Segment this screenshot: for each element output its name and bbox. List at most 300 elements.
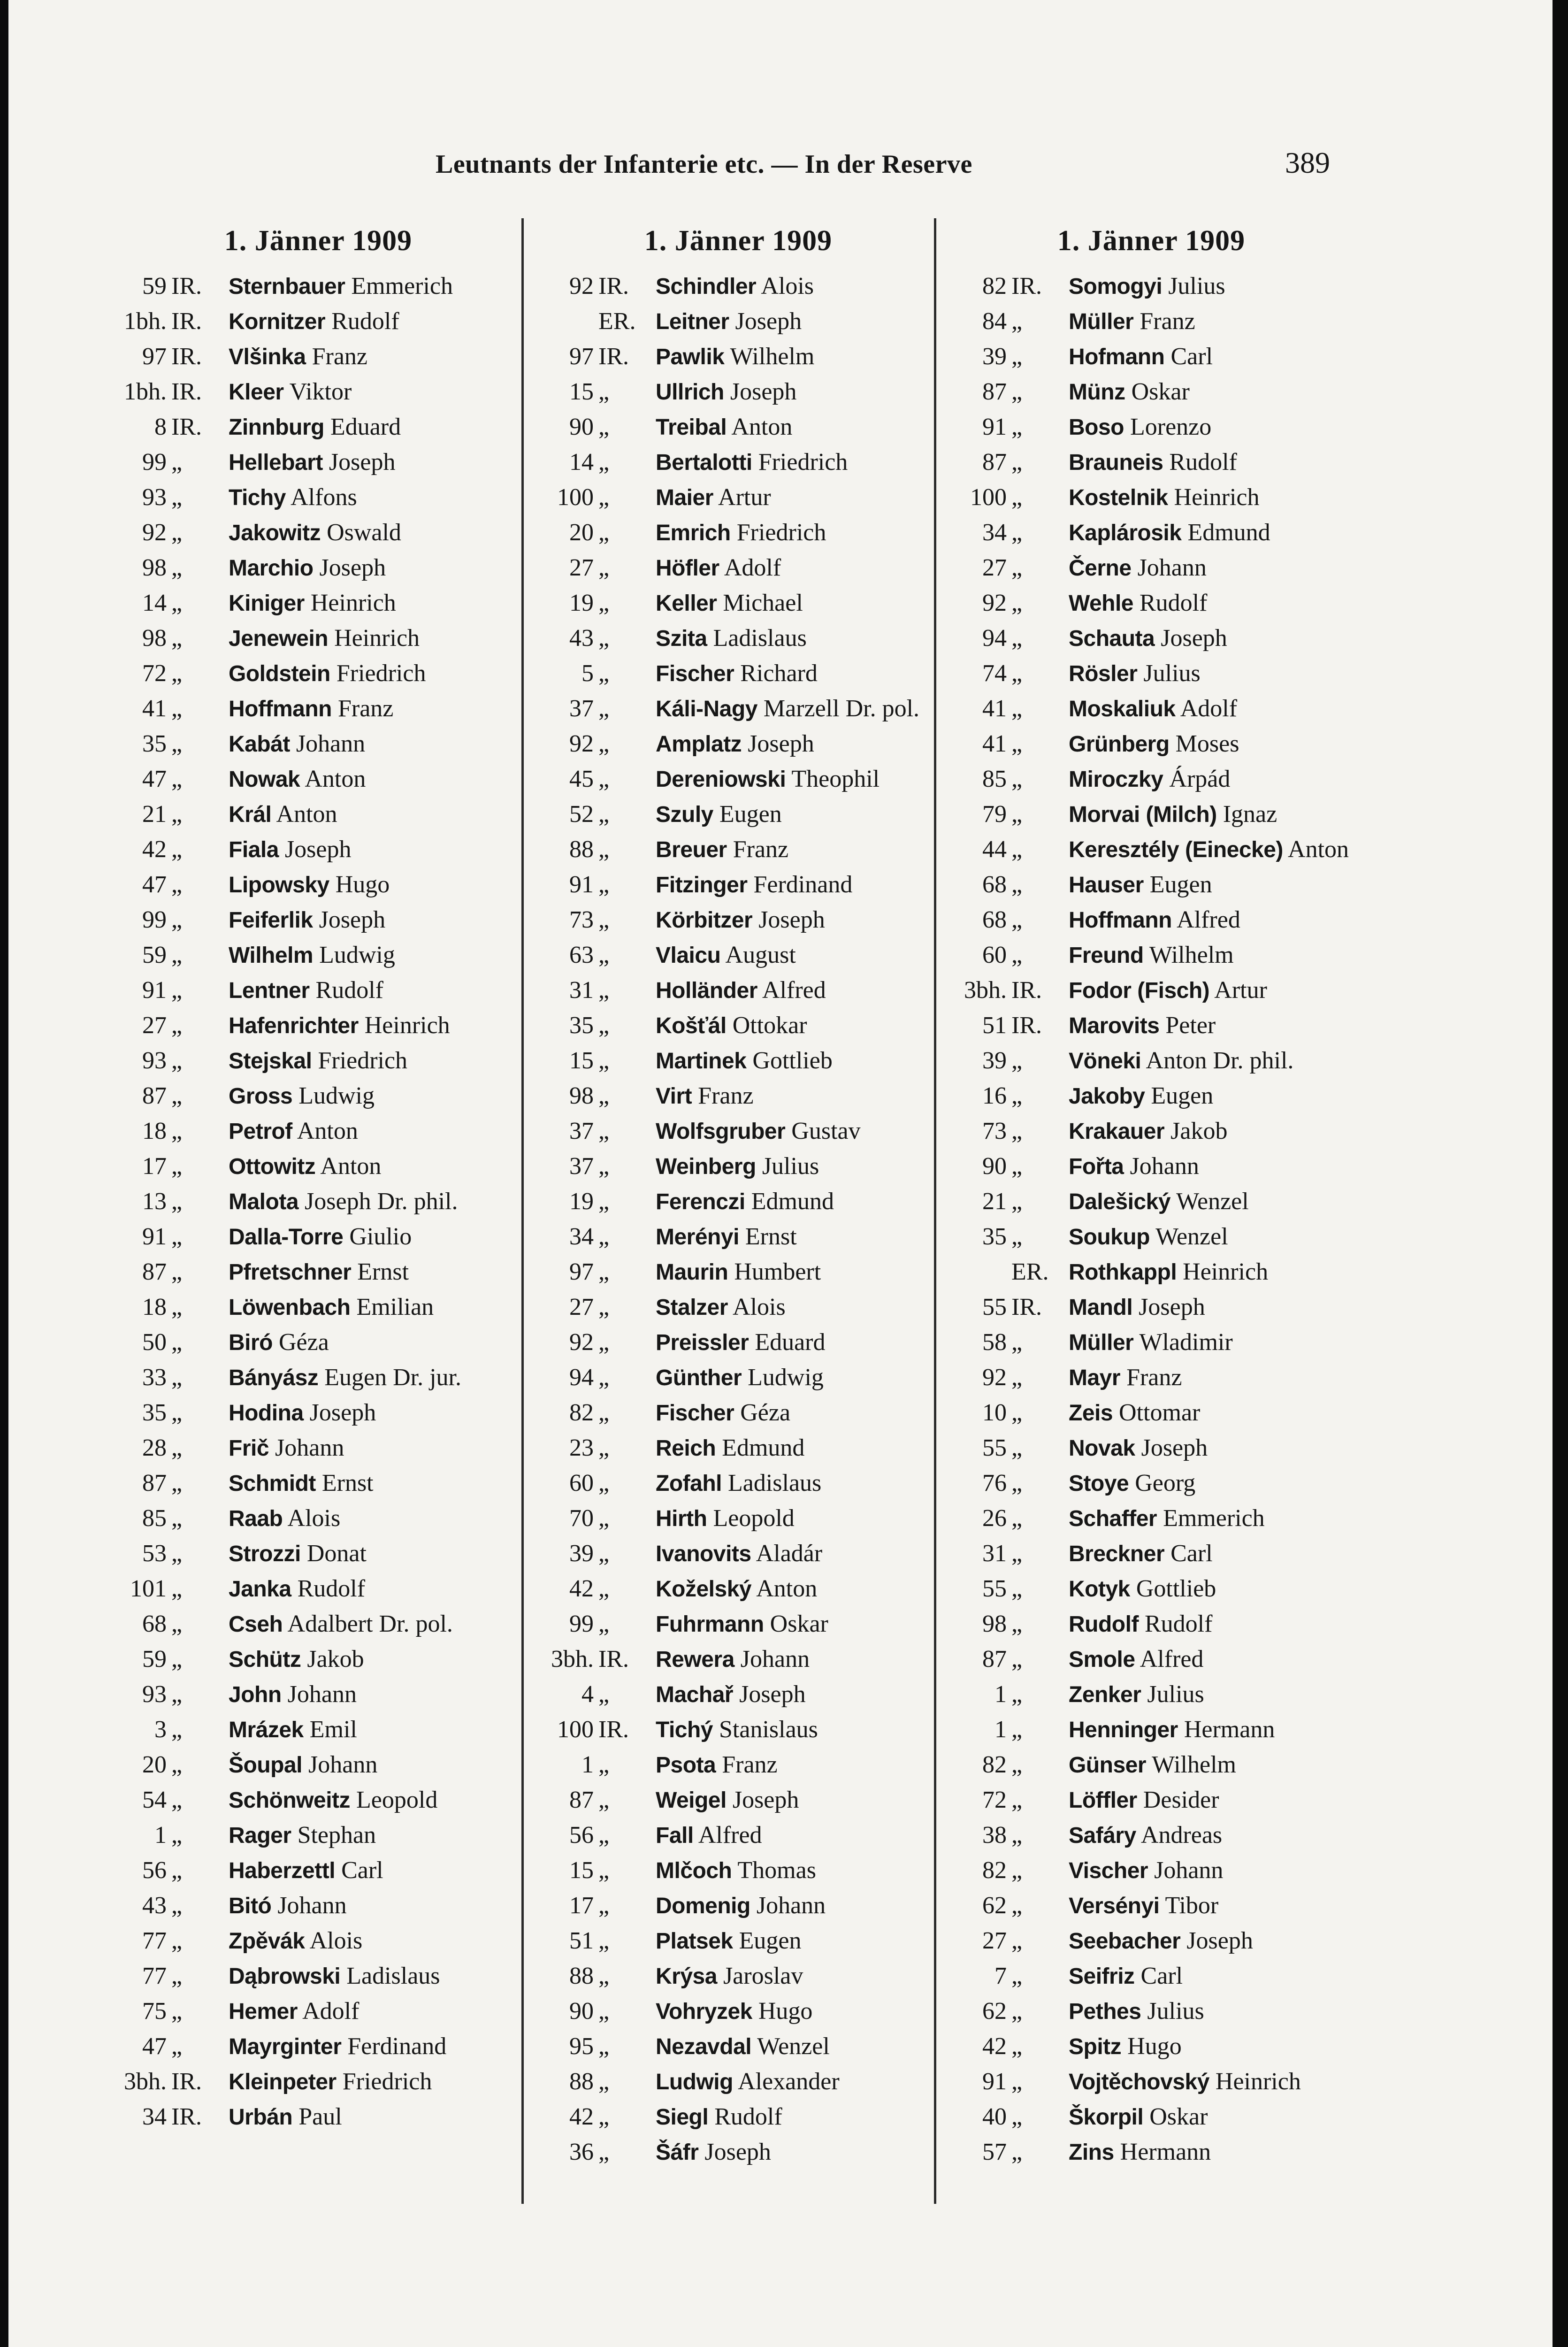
officer-name [222,551,525,586]
given-name: Carl [341,1857,383,1884]
list-item [539,1360,938,1396]
officer-name [222,1220,525,1255]
surname: Košťál [656,1013,727,1038]
given-name: Thomas [737,1857,816,1884]
list-item [539,1712,938,1748]
given-name: Joseph [284,836,352,863]
regiment-type: „ [598,871,610,898]
given-name: Michael [723,590,803,616]
officer-name [649,1853,938,1888]
given-name: Johann [296,730,366,757]
regiment-ref [952,1853,1062,1888]
surname: Münz [1069,380,1125,405]
regiment-type: „ [171,906,183,933]
surname: Kleer [229,380,284,405]
officer-name [649,1079,938,1114]
regiment-type: „ [171,766,183,792]
regiment-ref [952,586,1062,621]
list-item [952,1008,1351,1043]
regiment-type: „ [171,1751,183,1778]
officer-name [222,1712,525,1748]
given-name: Anton [731,414,793,440]
regiment-type: „ [171,1223,183,1250]
officer-name [649,656,938,691]
regiment-number: 53 [142,1540,167,1567]
regiment-number: 35 [569,1012,594,1039]
surname: Jakoby [1069,1084,1145,1109]
regiment-ref [112,1325,222,1360]
surname: Zeis [1069,1401,1113,1426]
regiment-type: „ [598,1012,610,1039]
surname: Krýsa [656,1964,717,1989]
given-name: Gottlieb [1136,1575,1216,1602]
regiment-number: 73 [982,1118,1007,1144]
officer-name [222,304,525,339]
regiment-type: „ [1011,308,1023,335]
list-item [112,1924,525,1959]
given-name: Emmerich [1163,1505,1265,1532]
regiment-ref [539,2100,649,2134]
officer-name [649,797,938,832]
list-item [539,1431,938,1466]
surname: Lentner [229,978,310,1003]
given-name: Ignaz [1223,801,1277,828]
regiment-type: „ [1011,554,1023,581]
regiment-ref [952,903,1062,937]
given-name: Ernst [745,1223,797,1250]
surname: Jenewein [229,626,329,651]
regiment-ref [112,1360,222,1395]
list-item [539,1501,938,1536]
surname: Schönweitz [229,1788,351,1813]
regiment-type: „ [1011,2103,1023,2130]
list-item [539,691,938,727]
regiment-type: „ [171,942,183,968]
given-name: August [725,942,796,968]
given-name: Johann [756,1892,826,1919]
regiment-ref [952,269,1062,304]
list-item [539,1607,938,1642]
regiment-type: ER. [598,308,636,335]
list-item [112,797,525,832]
regiment-number: 27 [142,1012,167,1039]
surname: Hafenrichter [229,1013,359,1038]
surname: Vöneki [1069,1049,1141,1074]
officer-name [1062,339,1351,375]
regiment-type: „ [1011,906,1023,933]
list-item [539,1783,938,1818]
given-name: Anton [276,801,337,828]
surname: Machař [656,1682,734,1707]
officer-name [222,1572,525,1607]
list-item [539,867,938,903]
given-name: Ferdinand [753,871,853,898]
regiment-ref [112,1149,222,1184]
officer-name [1062,727,1351,762]
surname: Breckner [1069,1542,1165,1566]
regiment-ref [112,1184,222,1219]
officer-name [1062,1290,1351,1325]
regiment-type: „ [598,695,610,722]
regiment-number: 92 [569,273,594,299]
given-name: Julius [1147,1998,1204,2025]
given-name: Joseph Dr. phil. [305,1188,458,1215]
list-item [952,1748,1351,1783]
officer-name [1062,410,1351,445]
regiment-ref [112,621,222,656]
list-item [112,375,525,410]
list-item [952,1783,1351,1818]
list-item [539,551,938,586]
given-name: Alois [287,1505,341,1532]
regiment-ref [539,586,649,621]
regiment-ref [112,1431,222,1465]
regiment-ref [952,1184,1062,1219]
regiment-ref [539,727,649,761]
given-name: Heinrich [1215,2068,1301,2095]
officer-name [222,515,525,551]
surname: Rösler [1069,661,1138,686]
officer-name [222,1466,525,1501]
regiment-type: „ [171,1716,183,1743]
regiment-ref [112,656,222,691]
regiment-ref [112,586,222,621]
regiment-number: 31 [569,977,594,1004]
regiment-number: 99 [142,906,167,933]
list-item [539,621,938,656]
list-item [952,2064,1351,2100]
regiment-type: „ [171,871,183,898]
given-name: Wilhelm [1152,1751,1236,1778]
regiment-number: 93 [142,484,167,511]
regiment-number: 35 [142,730,167,757]
regiment-type: „ [171,1857,183,1884]
regiment-type: „ [598,660,610,687]
regiment-type: „ [171,2033,183,2060]
given-name: Friedrich [318,1047,408,1074]
list-item [952,410,1351,445]
regiment-ref [539,269,649,304]
list-item [952,1959,1351,1994]
regiment-type: „ [171,1927,183,1954]
officer-name [649,1325,938,1360]
regiment-ref [112,1220,222,1254]
officer-name [649,1888,938,1924]
regiment-type: „ [1011,871,1023,898]
regiment-type: „ [598,1963,610,1989]
officer-name [649,480,938,515]
regiment-number: 92 [982,1364,1007,1391]
surname: Ivanovits [656,1542,751,1566]
surname: Ferenczi [656,1189,745,1214]
surname: Zofahl [656,1471,722,1496]
given-name: Rudolf [714,2103,782,2130]
regiment-number: 77 [142,1927,167,1954]
list-item [539,1290,938,1325]
regiment-number: 1bh. [124,378,167,405]
regiment-number: 59 [142,1646,167,1672]
officer-name [222,1888,525,1924]
regiment-number: 99 [142,449,167,476]
regiment-ref [952,973,1062,1008]
list-item [112,762,525,797]
given-name: Joseph [1186,1927,1253,1954]
surname: Fiala [229,837,279,862]
surname: Hoffmann [229,697,332,721]
list-item [112,1853,525,1888]
regiment-type: „ [598,1822,610,1848]
given-name: Georg [1135,1470,1196,1496]
list-item [539,1184,938,1220]
officer-name [222,832,525,867]
regiment-type: „ [171,1963,183,1989]
surname: Körbitzer [656,908,753,933]
surname: Miroczky [1069,767,1163,792]
regiment-type: „ [598,942,610,968]
regiment-type: „ [1011,1822,1023,1848]
given-name: Joseph [1139,1294,1205,1320]
surname: Szita [656,626,707,651]
regiment-type: „ [1011,414,1023,440]
regiment-ref [952,1642,1062,1677]
list-item [112,1149,525,1184]
surname: Spitz [1069,2034,1122,2059]
surname: Grünberg [1069,732,1170,757]
given-name: Johann [1130,1153,1199,1180]
surname: Fuhrmann [656,1612,764,1637]
list-item [539,515,938,551]
officer-name [1062,1853,1351,1888]
officer-name [1062,445,1351,480]
regiment-type: IR. [171,273,202,299]
list-item [952,1924,1351,1959]
regiment-ref [539,1642,649,1677]
regiment-type: „ [598,1927,610,1954]
officer-name [222,1184,525,1220]
list-item [952,938,1351,973]
regiment-ref [952,867,1062,902]
regiment-ref [539,2064,649,2099]
given-name: Giulio [349,1223,412,1250]
regiment-type: „ [598,1892,610,1919]
regiment-type: IR. [598,343,629,370]
list-item [112,867,525,903]
regiment-type: „ [1011,449,1023,476]
regiment-ref [952,1712,1062,1747]
regiment-type: „ [171,1329,183,1356]
regiment-type: IR. [171,378,202,405]
list-item [539,1994,938,2029]
officer-name [649,2064,938,2100]
officer-name [649,1818,938,1853]
officer-name [1062,1888,1351,1924]
list-item [952,1431,1351,1466]
regiment-type: „ [1011,1329,1023,1356]
surname: Löffler [1069,1788,1137,1813]
officer-name [649,1043,938,1079]
regiment-ref [952,410,1062,445]
regiment-type: „ [171,1399,183,1426]
regiment-number: 87 [142,1258,167,1285]
list-item [112,1114,525,1149]
list-item [952,1536,1351,1572]
regiment-type: IR. [1011,1294,1042,1320]
regiment-ref [112,1079,222,1113]
list-item [112,621,525,656]
regiment-type: „ [598,1047,610,1074]
surname: Zins [1069,2140,1114,2165]
surname: Zinnburg [229,415,324,440]
regiment-number: 85 [142,1505,167,1532]
regiment-ref [952,1008,1062,1043]
regiment-number: 60 [982,942,1007,968]
list-item [539,2135,938,2170]
list-item [952,2100,1351,2135]
given-name: Stanislaus [719,1716,818,1743]
list-item [539,1677,938,1712]
officer-name [222,797,525,832]
list-item [539,375,938,410]
surname: Fořta [1069,1154,1124,1179]
given-name: Wenzel [1155,1223,1228,1250]
regiment-ref [112,1959,222,1994]
surname: Tichy [229,485,286,510]
regiment-type: „ [1011,801,1023,828]
regiment-type: „ [1011,942,1023,968]
regiment-type: „ [171,730,183,757]
regiment-ref [112,1572,222,1606]
officer-name [222,1149,525,1184]
regiment-number: 56 [569,1822,594,1848]
regiment-type: „ [1011,730,1023,757]
list-item [952,1501,1351,1536]
surname: Domenig [656,1894,750,1918]
regiment-ref [539,1924,649,1958]
officer-name [649,1431,938,1466]
list-item [952,1396,1351,1431]
given-name: Alfred [1177,906,1240,933]
regiment-type: „ [1011,1998,1023,2025]
regiment-ref [952,515,1062,550]
officer-name [222,1325,525,1360]
officer-name [649,1607,938,1642]
regiment-ref [539,938,649,973]
given-name: Franz [1126,1364,1182,1391]
regiment-number: 77 [142,1963,167,1989]
regiment-number: 1 [581,1751,594,1778]
regiment-ref [112,1818,222,1853]
given-name: Franz [698,1082,754,1109]
given-name: Oswald [327,519,401,546]
regiment-number: 101 [130,1575,167,1602]
regiment-ref [952,1959,1062,1994]
officer-name [222,1853,525,1888]
officer-name [649,1114,938,1149]
surname: Löwenbach [229,1295,351,1320]
regiment-type: „ [171,1294,183,1320]
surname: Malota [229,1189,299,1214]
surname: Wilhelm [229,943,314,968]
surname: Stejskal [229,1049,312,1074]
given-name: Gottlieb [752,1047,833,1074]
given-name: Joseph [329,449,396,476]
regiment-number: 35 [142,1399,167,1426]
surname: Rewera [656,1647,734,1672]
regiment-ref [952,1607,1062,1641]
officer-name [1062,1572,1351,1607]
given-name: Johann [1137,554,1207,581]
surname: Günther [656,1365,742,1390]
regiment-type: „ [171,1082,183,1109]
regiment-ref [539,1255,649,1289]
officer-name [1062,1184,1351,1220]
regiment-number: 15 [569,1857,594,1884]
list-item [112,410,525,445]
running-title: Leutnants der Infanterie etc. — In der Reserve [436,150,972,179]
officer-name [222,480,525,515]
given-name: Franz [312,343,367,370]
officer-name [649,1255,938,1290]
given-name: Wladimir [1139,1329,1233,1356]
officer-name [222,1290,525,1325]
surname: Hodina [229,1401,304,1426]
surname: Bertalotti [656,450,752,475]
regiment-ref [952,1255,1062,1289]
given-name: Adolf [302,1998,359,2025]
list-item [112,1255,525,1290]
regiment-type: „ [171,836,183,863]
regiment-number: 41 [982,730,1007,757]
list-item [539,410,938,445]
given-name: Wilhelm [730,343,815,370]
regiment-ref [952,1748,1062,1782]
list-item [112,2029,525,2064]
given-name: Géza [740,1399,791,1426]
surname: Goldstein [229,661,330,686]
list-item [952,621,1351,656]
officer-name [1062,480,1351,515]
list-item [952,339,1351,375]
given-name: Julius [1143,660,1201,687]
list-item [539,480,938,515]
surname: Versényi [1069,1894,1160,1918]
officer-name [222,1783,525,1818]
given-name: Julius [1168,273,1225,299]
regiment-number: 91 [982,2068,1007,2095]
regiment-ref [112,938,222,973]
surname: Rothkappl [1069,1260,1177,1285]
regiment-number: 92 [569,1329,594,1356]
given-name: Emmerich [351,273,453,299]
regiment-number: 74 [982,660,1007,687]
surname: Bitó [229,1894,272,1918]
regiment-ref [539,1043,649,1078]
regiment-type: IR. [171,2068,202,2095]
regiment-number: 95 [569,2033,594,2060]
regiment-ref [112,1114,222,1149]
regiment-type: „ [598,2103,610,2130]
regiment-number: 20 [569,519,594,546]
regiment-ref [112,375,222,409]
regiment-ref [539,1572,649,1606]
regiment-ref [539,445,649,480]
regiment-number: 15 [569,1047,594,1074]
list-item [952,867,1351,903]
given-name: Alfred [698,1822,762,1848]
surname: Mayr [1069,1365,1121,1390]
regiment-number: 82 [982,1751,1007,1778]
regiment-ref [539,762,649,797]
